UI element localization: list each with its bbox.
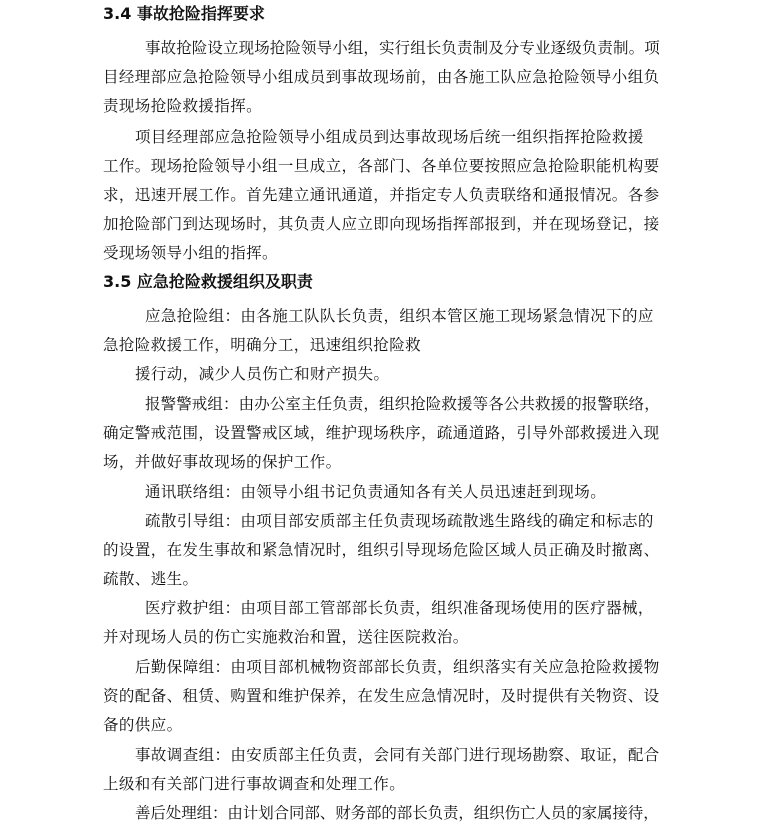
paragraph-line: 并对现场人员的伤亡实施救治和置，送往医院救治。 bbox=[103, 628, 469, 646]
paragraph-line: 援行动，减少人员伤亡和财产损失。 bbox=[135, 365, 390, 383]
paragraph-line: 的设置，在发生事故和紧急情况时，组织引导现场危险区域人员正确及时撤离、 bbox=[103, 541, 660, 559]
paragraph-line: 加抢险部门到达现场时，其负责人应立即向现场指挥部报到，并在现场登记，接 bbox=[103, 215, 660, 233]
paragraph-line: 报警警戒组：由办公室主任负责，组织抢险救援等各公共救援的报警联络， bbox=[145, 395, 660, 413]
paragraph-line: 场，并做好事故现场的保护工作。 bbox=[103, 453, 342, 471]
paragraph-line: 应急抢险组：由各施工队队长负责，组织本管区施工现场紧急情况下的应 bbox=[145, 307, 654, 325]
paragraph-line: 事故调查组：由安质部主任负责，会同有关部门进行现场勘察、取证，配合 bbox=[135, 746, 660, 764]
paragraph-line: 急抢险救援工作，明确分工，迅速组织抢险救 bbox=[103, 336, 422, 354]
section-heading-3-4: 3.4 事故抢险指挥要求 bbox=[103, 4, 265, 23]
paragraph-line: 通讯联络组：由领导小组书记负责通知各有关人员迅速赶到现场。 bbox=[145, 483, 607, 501]
paragraph-line: 备的供应。 bbox=[103, 716, 183, 734]
paragraph-line: 受现场领导小组的指挥。 bbox=[103, 244, 278, 262]
paragraph-line: 资的配备、租赁、购置和维护保养，在发生应急情况时，及时提供有关物资、设 bbox=[103, 687, 660, 705]
paragraph-line: 上级和有关部门进行事故调查和处理工作。 bbox=[103, 775, 406, 793]
paragraph-line: 确定警戒范围，设置警戒区域，维护现场秩序，疏通道路，引导外部救援进入现 bbox=[103, 424, 660, 442]
paragraph-line: 疏散、逃生。 bbox=[103, 570, 199, 588]
paragraph-line: 医疗救护组：由项目部工管部部长负责，组织准备现场使用的医疗器械， bbox=[145, 599, 654, 617]
paragraph-line: 求，迅速开展工作。首先建立通讯通道，并指定专人负责联络和通报情况。各参 bbox=[103, 186, 660, 204]
paragraph-line: 工作。现场抢险领导小组一旦成立，各部门、各单位要按照应急抢险职能机构要 bbox=[103, 157, 660, 175]
paragraph-line: 事故抢险设立现场抢险领导小组，实行组长负责制及分专业逐级负责制。项 bbox=[145, 39, 660, 57]
paragraph-line: 项目经理部应急抢险领导小组成员到达事故现场后统一组织指挥抢险救援 bbox=[135, 128, 644, 146]
paragraph-line: 目经理部应急抢险领导小组成员到事故现场前，由各施工队应急抢险领导小组负 bbox=[103, 68, 660, 86]
paragraph-line: 疏散引导组：由项目部安质部主任负责现场疏散逃生路线的确定和标志的 bbox=[145, 512, 654, 530]
paragraph-line: 责现场抢险救援指挥。 bbox=[103, 97, 263, 115]
paragraph-line: 善后处理组：由计划合同部、财务部的部长负责，组织伤亡人员的家属接待， bbox=[135, 804, 659, 822]
section-heading-3-5: 3.5 应急抢险救援组织及职责 bbox=[103, 272, 313, 291]
paragraph-line: 后勤保障组：由项目部机械物资部部长负责，组织落实有关应急抢险救援物 bbox=[135, 658, 660, 676]
